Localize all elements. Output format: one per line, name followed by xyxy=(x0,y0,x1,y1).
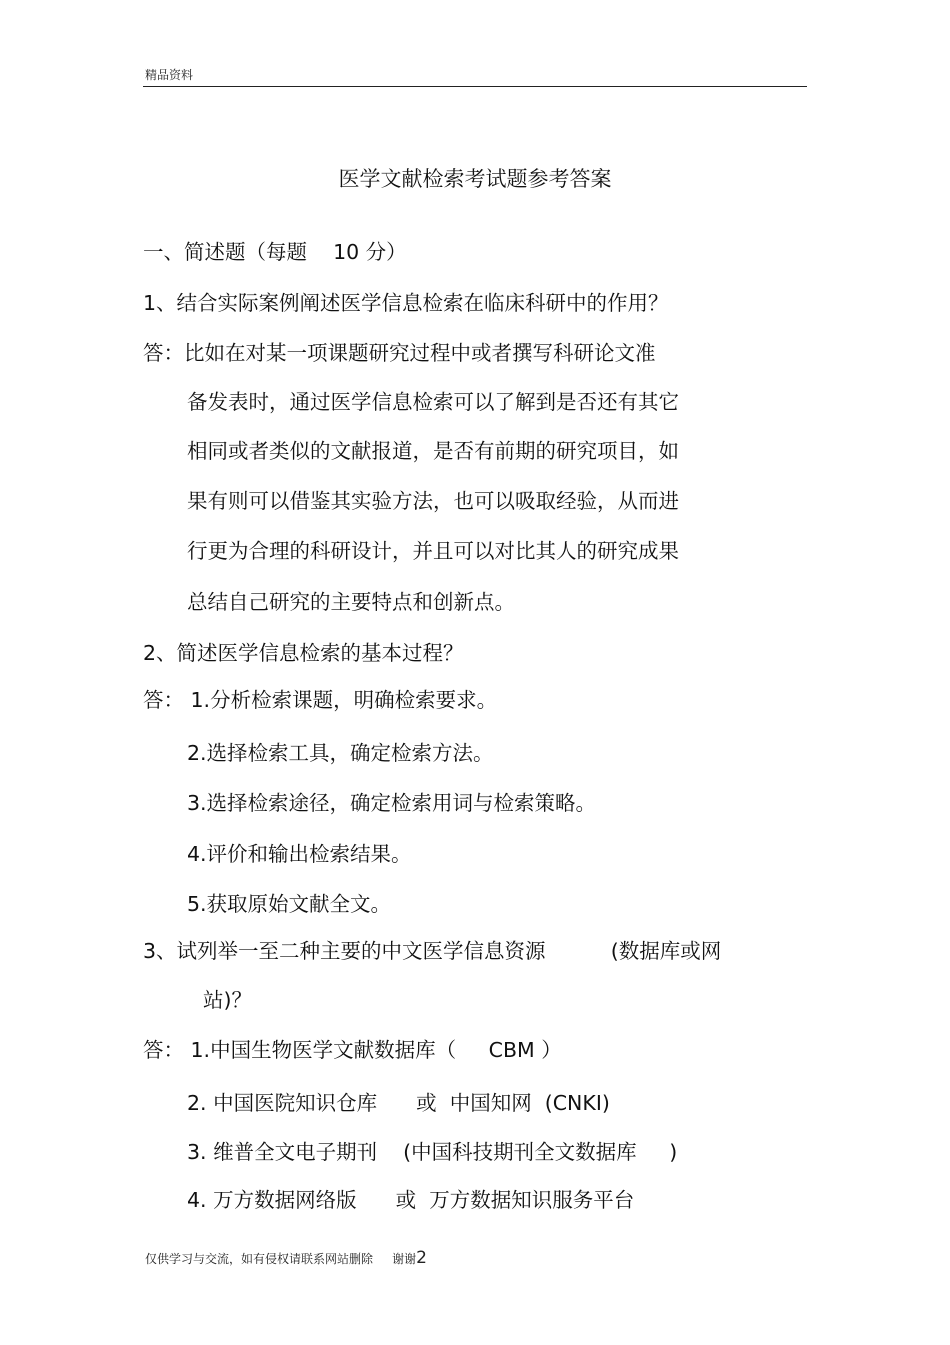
question-3-continued: 站)？ xyxy=(203,988,252,1012)
answer-3-line: 3. 维普全文电子期刊 (中国科技期刊全文数据库 ) xyxy=(187,1140,678,1164)
header-divider xyxy=(143,86,807,87)
answer-3-line: 答： 1.中国生物医学文献数据库（ CBM ） xyxy=(143,1038,562,1062)
answer-3-line: 4. 万方数据网络版 或 万方数据知识服务平台 xyxy=(187,1188,635,1212)
section-heading: 一、简述题（每题 10 分） xyxy=(143,240,407,264)
question-2: 2、简述医学信息检索的基本过程？ xyxy=(143,641,464,665)
answer-2-line: 5.获取原始文献全文。 xyxy=(187,892,392,916)
answer-1-line: 相同或者类似的文献报道，是否有前期的研究项目，如 xyxy=(187,439,679,463)
footer-disclaimer: 仅供学习与交流，如有侵权请联系网站删除 谢谢 xyxy=(145,1252,417,1266)
answer-2-line: 4.评价和输出检索结果。 xyxy=(187,842,412,866)
answer-3-line: 2. 中国医院知识仓库 或 中国知网 (CNKI) xyxy=(187,1091,610,1115)
page-number: 2 xyxy=(416,1248,427,1268)
header-label: 精品资料 xyxy=(145,68,194,82)
answer-1-line: 果有则可以借鉴其实验方法，也可以吸取经验，从而进 xyxy=(187,489,679,513)
footer xyxy=(145,1250,427,1267)
answer-1-line: 备发表时，通过医学信息检索可以了解到是否还有其它 xyxy=(187,390,679,414)
document-title: 医学文献检索考试题参考答案 xyxy=(338,167,612,191)
answer-1-line: 答：比如在对某一项课题研究过程中或者撰写科研论文准 xyxy=(143,341,656,365)
question-1: 1、结合实际案例阐述医学信息检索在临床科研中的作用？ xyxy=(143,291,669,315)
answer-1-line: 总结自己研究的主要特点和创新点。 xyxy=(187,590,515,614)
answer-2-line: 2.选择检索工具，确定检索方法。 xyxy=(187,741,494,765)
answer-2-line: 3.选择检索途径，确定检索用词与检索策略。 xyxy=(187,791,597,815)
answer-1-line: 行更为合理的科研设计，并且可以对比其人的研究成果 xyxy=(187,539,679,563)
answer-2-line: 答： 1.分析检索课题，明确检索要求。 xyxy=(143,688,498,712)
question-3: 3、试列举一至二种主要的中文医学信息资源 (数据库或网 xyxy=(143,939,722,963)
